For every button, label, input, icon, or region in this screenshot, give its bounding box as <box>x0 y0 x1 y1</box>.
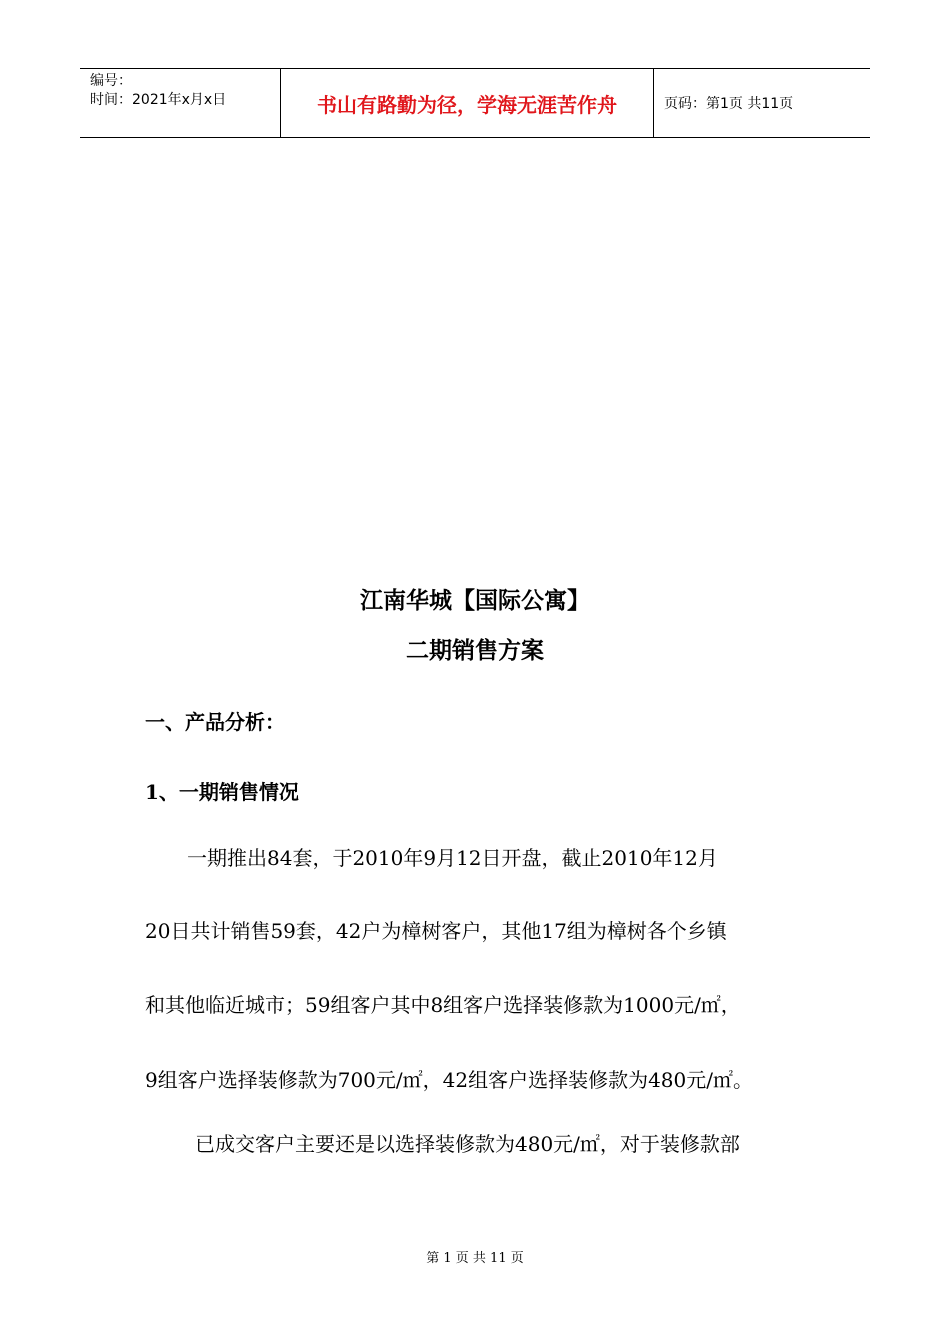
header-page-info: 页码：第1页 共11页 <box>664 96 794 112</box>
paragraph-line: 9组客户选择装修款为700元/㎡，42组客户选择装修款为480元/㎡。 <box>145 1068 753 1092</box>
header-meta-cell <box>80 69 281 137</box>
document-title: 江南华城【国际公寓】 <box>360 587 590 614</box>
paragraph-line: 已成交客户主要还是以选择装修款为480元/㎡，对于装修款部 <box>195 1132 740 1156</box>
page-footer: 第 1 页 共 11 页 <box>426 1251 524 1266</box>
section-heading: 一、产品分析： <box>145 710 285 734</box>
header-motto: 书山有路勤为径，学海无涯苦作舟 <box>281 69 654 137</box>
paragraph-line: 20日共计销售59套，42户为樟树客户，其他17组为樟树各个乡镇 <box>145 919 727 943</box>
header-table <box>80 68 870 138</box>
serial-number-label: 编号： <box>90 73 132 89</box>
document-subtitle: 二期销售方案 <box>406 637 544 664</box>
paragraph-line: 和其他临近城市；59组客户其中8组客户选择装修款为1000元/㎡， <box>145 993 741 1017</box>
time-label: 时间：2021年x月x日 <box>90 92 227 108</box>
paragraph-line: 一期推出84套，于2010年9月12日开盘，截止2010年12月 <box>187 846 718 870</box>
subsection-heading: 1、一期销售情况 <box>145 780 299 804</box>
